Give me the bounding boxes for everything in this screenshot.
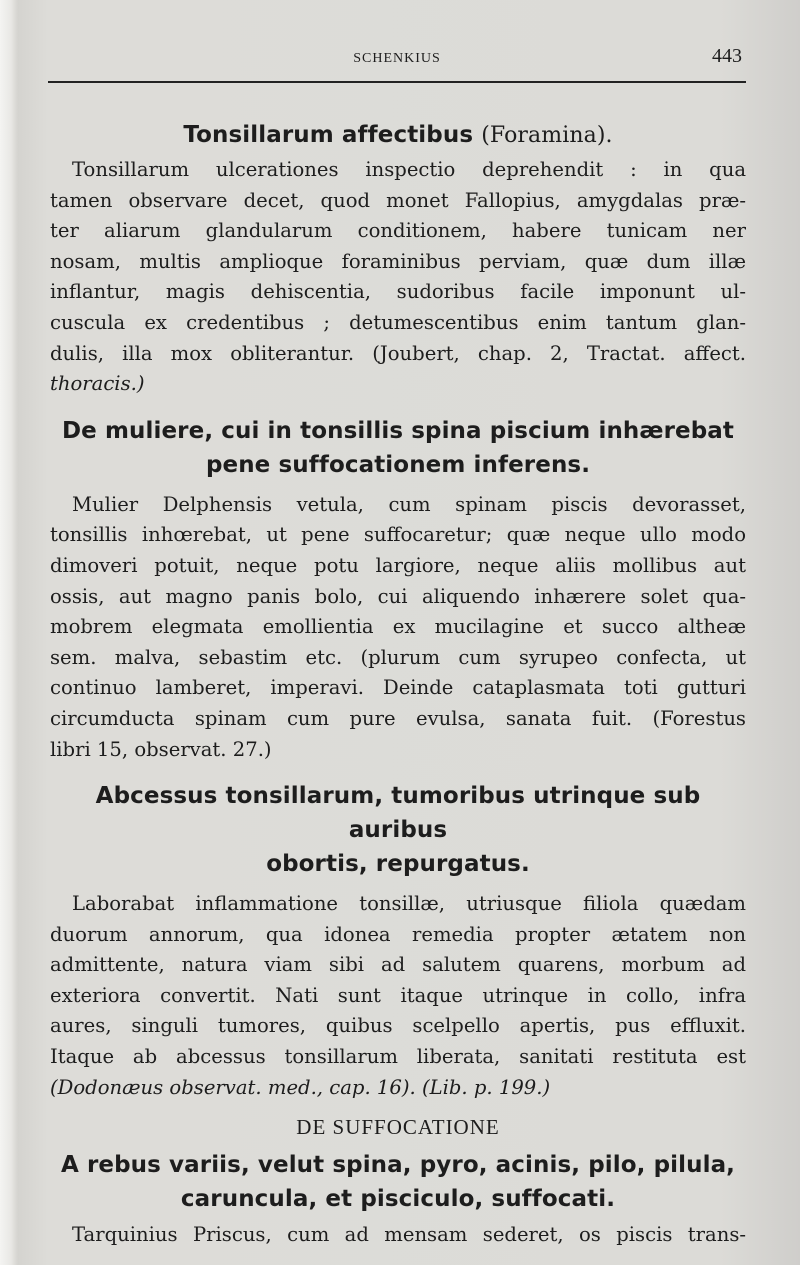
page-edge (0, 0, 18, 1265)
text-line: Itaque ab abcessus tonsillarum liberata, sanitati restituta est (50, 1045, 746, 1069)
paragraph-muliere (50, 490, 746, 765)
page-number: 443 (712, 45, 742, 67)
text-line: mobrem elegmata emollientia ex mucilagine et succo altheæ (50, 615, 746, 639)
text-line: ter aliarum glandularum conditionem, habere tunicam ner (50, 219, 746, 243)
paragraph-tonsillarum (50, 155, 746, 400)
header-rule (48, 81, 746, 83)
text-line: libri 15, observat. 27.) (50, 737, 272, 761)
text-line: cuscula ex credentibus ; detumescentibus enim tantum glan- (50, 310, 746, 334)
page-content (50, 118, 746, 1251)
text-line: dimoveri potuit, neque potu largiore, neque aliis mollibus aut (50, 553, 746, 577)
text-line: admittente, natura viam sibi ad salutem quarens, morbum ad (50, 953, 746, 977)
section-heading-rebus (50, 1148, 746, 1216)
text-line: duorum annorum, qua idonea remedia propter ætatem non (50, 922, 746, 946)
text-line: tonsillis inhœrebat, ut pene suffocaretur; quæ neque ullo modo (50, 523, 746, 547)
text-line: Tonsillarum ulcerationes inspectio deprehendit : in qua (72, 158, 746, 181)
running-title: SCHENKIUS (353, 51, 441, 66)
heading-line: De muliere, cui in tonsillis spina piscium inhærebat (61, 417, 735, 444)
text-line: nosam, multis amplioque foraminibus perviam, quæ dum illæ (50, 249, 746, 273)
section-heading-abcessus (50, 779, 746, 881)
heading-line: caruncula, et pisciculo, suffocati. (180, 1186, 616, 1213)
text-line: dulis, illa mox obliterantur. (Joubert, chap. 2, Tractat. affect. (50, 341, 746, 365)
heading-light: (Foramina). (481, 123, 613, 148)
section-title-suffocatione: DE SUFFOCATIONE (296, 1115, 500, 1140)
text-line: exteriora convertit. Nati sunt itaque utrinque in collo, infra (50, 983, 746, 1007)
section-heading-tonsillarum (50, 118, 746, 153)
heading-line: Abcessus tonsillarum, tumoribus utrinque sub auribus (95, 783, 701, 844)
text-line: tamen observare decet, quod monet Fallopius, amygdalas præ- (50, 188, 746, 212)
running-head (48, 45, 746, 75)
text-line: inflantur, magis dehiscentia, sudoribus facile imponunt ul- (50, 280, 746, 304)
text-line: aures, singuli tumores, quibus scelpello apertis, pus effluxit. (50, 1014, 746, 1038)
text-line: sem. malva, sebastim etc. (plurum cum syrupeo confecta, ut (50, 645, 746, 669)
heading-line: pene suffocationem inferens. (205, 451, 591, 478)
text-line: Laborabat inflammatione tonsillæ, utriusque filiola quædam (72, 892, 746, 916)
heading-bold: Tonsillarum affectibus (183, 122, 474, 148)
heading-line: obortis, repurgatus. (266, 851, 530, 878)
text-line: ossis, aut magno panis bolo, cui aliquendo inhærere solet qua- (50, 584, 746, 608)
section-heading-muliere (50, 414, 746, 482)
paragraph-abcessus (50, 889, 746, 1103)
text-line: Mulier Delphensis vetula, cum spinam piscis devorasset, (72, 492, 746, 516)
text-line: continuo lamberet, imperavi. Deinde cataplasmata toti gutturi (50, 676, 746, 700)
text-line: thoracis.) (50, 372, 145, 396)
heading-line: A rebus variis, velut spina, pyro, acinis, pilo, pilula, (60, 1152, 736, 1179)
paragraph-rebus (50, 1220, 746, 1251)
text-line: (Dodonæus observat. med., cap. 16). (Lib. p. 199.) (50, 1075, 551, 1099)
text-line: Tarquinius Priscus, cum ad mensam sederet, os piscis trans- (72, 1223, 746, 1247)
text-line: circumducta spinam cum pure evulsa, sanata fuit. (Forestus (50, 706, 746, 730)
